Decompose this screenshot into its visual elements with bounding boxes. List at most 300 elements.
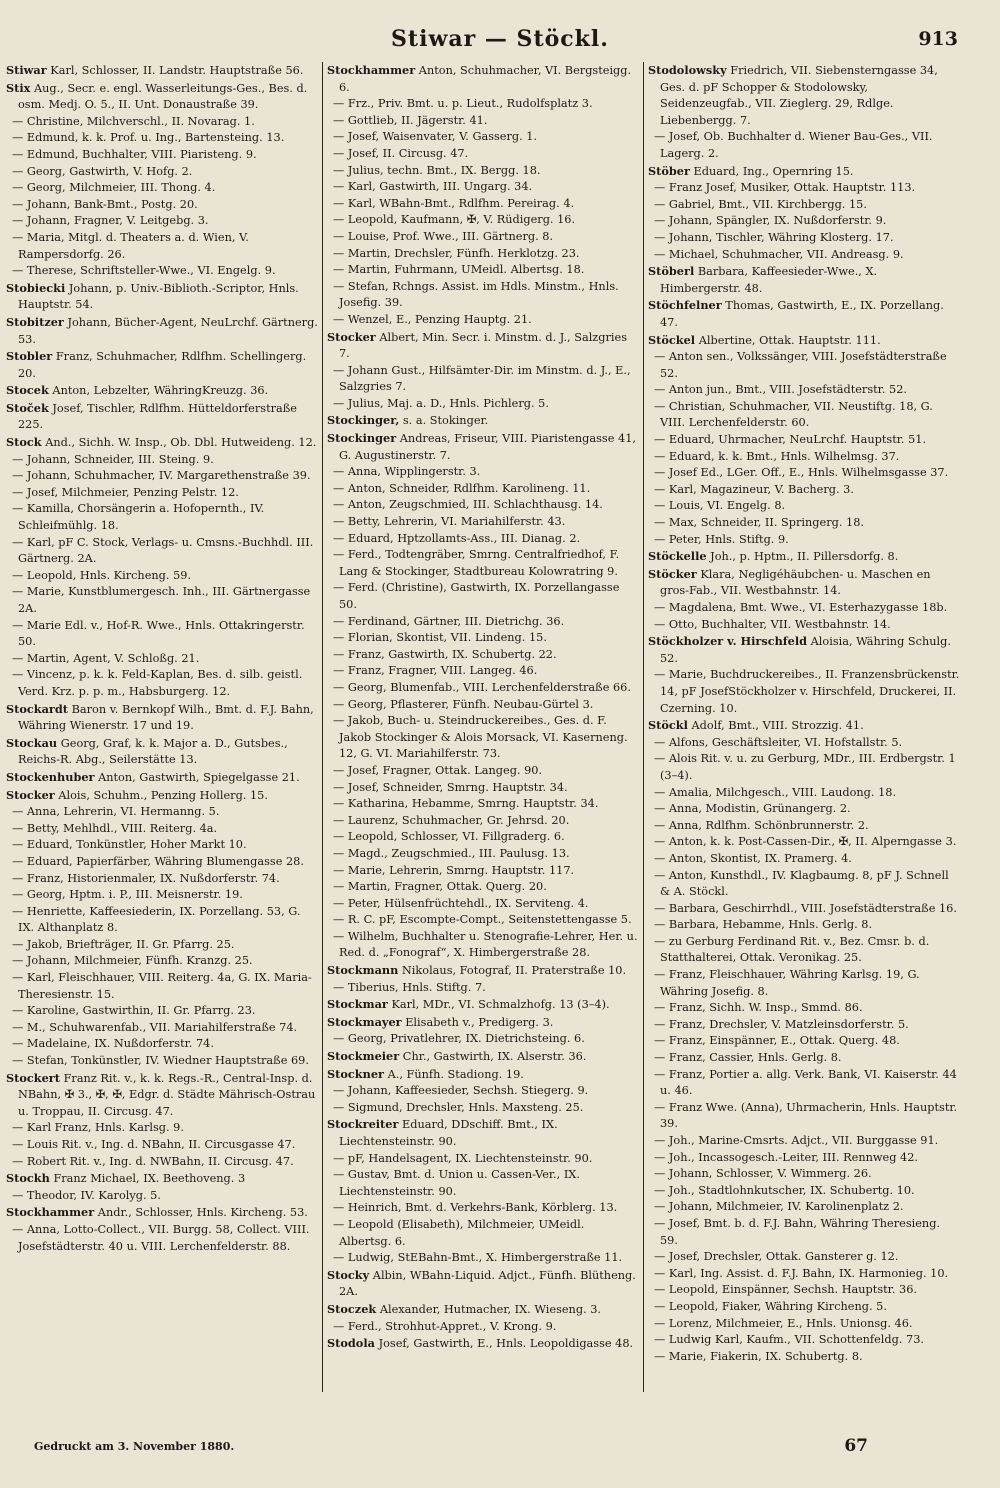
directory-entry <box>648 1150 960 1167</box>
directory-entry <box>6 452 318 469</box>
directory-entry <box>648 1282 960 1299</box>
directory-entry <box>648 1100 960 1133</box>
directory-entry <box>6 1120 318 1137</box>
directory-entry <box>648 180 960 197</box>
directory-entry <box>6 651 318 668</box>
entry-details: — Karl, Ing. Assist. d. F.J. Bahn, IX. Harmonieg. 10. <box>654 1266 949 1280</box>
entry-details: — Julius, Maj. a. D., Hnls. Pichlerg. 5. <box>333 396 549 410</box>
entry-details: — Wenzel, E., Penzing Hauptg. 21. <box>333 312 532 326</box>
entry-details: — Gabriel, Bmt., VII. Kirchbergg. 15. <box>654 197 867 211</box>
entry-details: — Marie, Kunstblumergesch. Inh., III. Gärtnergasse 2A. <box>12 585 311 615</box>
directory-entry <box>327 62 639 96</box>
directory-entry <box>327 929 639 962</box>
directory-entry <box>6 904 318 937</box>
directory-entry <box>648 197 960 214</box>
directory-entry <box>6 164 318 181</box>
entry-details: — M., Schuhwarenfab., VII. Mariahilferstraße 74. <box>12 1020 298 1034</box>
entry-details: Johann, Bücher-Agent, NeuLrchf. Gärtnerg. 53. <box>18 315 318 346</box>
entry-details: — Anton, Skontist, IX. Pramerg. 4. <box>654 851 852 865</box>
entry-details: — Franz, Portier a. allg. Verk. Bank, VI. Kaiserstr. 44 u. 46. <box>654 1067 957 1098</box>
directory-entry <box>327 1014 639 1032</box>
column-1 <box>6 62 318 1392</box>
entry-details: — Vincenz, p. k. k. Feld-Kaplan, Bes. d. silb. geistl. Verd. Krz. p. p. m., Habsburgerg. 12. <box>12 668 303 698</box>
entry-details: Andr., Schlosser, Hnls. Kircheng. 53. <box>97 1206 308 1220</box>
entry-details: Adolf, Bmt., VIII. Strozzig. 41. <box>691 719 864 733</box>
entry-details: — Leopold, Einspänner, Sechsh. Hauptstr. 36. <box>654 1283 917 1297</box>
directory-entry <box>327 497 639 514</box>
directory-entry <box>6 937 318 954</box>
entry-details: — Betty, Mehlhdl., VIII. Reiterg. 4a. <box>12 821 218 835</box>
directory-entry <box>327 1048 639 1066</box>
entry-details: Aug., Secr. e. engl. Wasserleitungs-Ges., Bes. d. osm. Medj. O. 5., II. Unt. Donaustraße 39. <box>18 81 308 112</box>
entry-details: — Marie, Lehrerin, Smrng. Hauptstr. 117. <box>333 863 575 877</box>
directory-entry <box>6 400 318 434</box>
directory-entry <box>648 834 960 851</box>
directory-entry <box>6 1053 318 1070</box>
entry-details: — Amalia, Milchgesch., VIII. Laudong. 18. <box>654 785 897 799</box>
entry-details: — Lorenz, Milchmeier, E., Hnls. Unionsg. 46. <box>654 1316 913 1330</box>
entry-surname: Stobiecki <box>6 280 66 295</box>
entry-details: — Johann Gust., Hilfsämter-Dir. im Minstm. d. J., E., Salzgries 7. <box>333 363 631 394</box>
entry-details: — Eduard, k. k. Bmt., Hnls. Wilhelmsg. 37. <box>654 449 900 463</box>
entry-details: — Karoline, Gastwirthin, II. Gr. Pfarrg. 23. <box>12 1004 256 1018</box>
directory-entry <box>648 532 960 549</box>
entry-details: A., Fünfh. Stadiong. 19. <box>387 1067 524 1081</box>
directory-entry <box>648 498 960 515</box>
entry-surname: Stockreiter <box>327 1117 399 1132</box>
entry-details: Franz, Schuhmacher, Rdlfhm. Schellingerg. 20. <box>18 350 307 380</box>
directory-entry <box>6 348 318 382</box>
entry-details: Chr., Gastwirth, IX. Alserstr. 36. <box>402 1050 587 1064</box>
directory-entry <box>6 1154 318 1171</box>
entry-surname: Stodola <box>327 1336 375 1351</box>
entry-details: Joh., p. Hptm., II. Pillersdorfg. 8. <box>710 550 899 564</box>
entry-details: — Eduard, Uhrmacher, NeuLrchf. Hauptstr. 51. <box>654 433 927 447</box>
directory-entry <box>6 735 318 769</box>
entry-details: Karl, MDr., VI. Schmalzhofg. 13 (3–4). <box>391 998 610 1012</box>
entry-details: — Betty, Lehrerin, VI. Mariahilferstr. 43. <box>333 515 566 529</box>
entry-details: Aloisia, Währing Schulg. 52. <box>660 635 951 665</box>
entry-surname: Stockh <box>6 1171 50 1186</box>
entry-details: Thomas, Gastwirth, E., IX. Porzellang. 47. <box>660 299 944 329</box>
directory-entry <box>648 297 960 331</box>
entry-details: — Martin, Drechsler, Fünfh. Herklotzg. 23. <box>333 246 580 260</box>
entry-details: Friedrich, VII. Siebensterngasse 34, Ges. d. pF Schopper & Stodolowsky, Seidenzeugfab., VII. Zieglerg. 29, Rdlge. Liebenbergg. 7. <box>660 64 938 127</box>
directory-entry <box>6 701 318 735</box>
entry-surname: Stocker <box>327 329 376 344</box>
page-number: 913 <box>918 28 958 50</box>
entry-surname: Stöckelle <box>648 549 707 564</box>
directory-entry <box>327 1267 639 1301</box>
directory-entry <box>327 146 639 163</box>
entry-details: — Franz, Fleischhauer, Währing Karlsg. 19, G. Währing Josefig. 8. <box>654 968 920 998</box>
directory-entry <box>327 630 639 647</box>
directory-entry <box>648 1299 960 1316</box>
entry-details: — Joh., Incassogesch.-Leiter, III. Rennweg 42. <box>654 1150 919 1164</box>
entry-details: Albertine, Ottak. Hauptstr. 111. <box>698 333 881 347</box>
directory-entry <box>327 1031 639 1048</box>
directory-entry <box>6 1070 318 1121</box>
directory-entry <box>327 229 639 246</box>
entry-details: — Leopold, Schlosser, VI. Fillgraderg. 6. <box>333 830 565 844</box>
entry-details: — Josef, Bmt. b. d. F.J. Bahn, Währing Theresieng. 59. <box>654 1216 941 1247</box>
entry-details: Elisabeth v., Predigerg. 3. <box>405 1015 554 1029</box>
directory-entry <box>6 314 318 348</box>
entry-details: — Josef, Milchmeier, Penzing Pelstr. 12. <box>12 485 239 499</box>
directory-entry <box>6 1036 318 1053</box>
entry-details: — Heinrich, Bmt. d. Verkehrs-Bank, Körblerg. 13. <box>333 1201 618 1215</box>
directory-entry <box>6 485 318 502</box>
entry-details: — Peter, Hnls. Stiftg. 9. <box>654 532 789 546</box>
entry-details: — Magdalena, Bmt. Wwe., VI. Esterhazygasse 18b. <box>654 601 948 614</box>
entry-details: Nikolaus, Fotograf, II. Praterstraße 10. <box>401 964 627 978</box>
entry-details: — zu Gerburg Ferdinand Rit. v., Bez. Cmsr. b. d. Statthalterei, Ottak. Veronikag. 25. <box>654 934 930 965</box>
directory-entry <box>648 566 960 600</box>
directory-entry <box>327 896 639 913</box>
directory-entry <box>327 113 639 130</box>
directory-entry <box>648 213 960 230</box>
directory-entry <box>648 600 960 617</box>
directory-entry <box>648 263 960 297</box>
directory-entry <box>6 230 318 263</box>
entry-surname: Stoczek <box>327 1301 377 1316</box>
directory-entry <box>327 163 639 180</box>
entry-surname: Stockhammer <box>327 63 416 77</box>
entry-surname: Stöberl <box>648 264 695 279</box>
entry-details: — Gustav, Bmt. d. Union u. Cassen-Ver., IX. Liechtensteinstr. 90. <box>333 1168 580 1198</box>
entry-details: — Ferd., Todtengräber, Smrng. Centralfriedhof, F. Lang & Stockinger, Stadtbureau Kolowratring 9. <box>333 548 620 578</box>
directory-entry <box>648 1349 960 1366</box>
directory-entry <box>327 531 639 548</box>
entry-details: — Johann, Schlosser, V. Wimmerg. 26. <box>654 1167 872 1181</box>
directory-entry <box>327 863 639 880</box>
directory-entry <box>648 230 960 247</box>
entry-surname: Stöckl <box>648 718 688 733</box>
entry-details: — Frz., Priv. Bmt. u. p. Lieut., Rudolfsplatz 3. <box>333 97 593 111</box>
entry-surname: Stockenhuber <box>6 769 95 784</box>
entry-details: — Franz, Drechsler, V. Matzleinsdorferstr. 5. <box>654 1017 909 1031</box>
entry-surname: Stockau <box>6 735 58 750</box>
entry-details: — Florian, Skontist, VII. Lindeng. 15. <box>333 631 547 645</box>
entry-details: Eduard, DDschiff. Bmt., IX. Liechtensteinstr. 90. <box>339 1118 558 1148</box>
entry-details: Alois, Schuhm., Penzing Hollerg. 15. <box>58 788 268 802</box>
column-divider <box>643 62 644 1392</box>
directory-entry <box>327 796 639 813</box>
directory-entry <box>327 780 639 797</box>
entry-details: — Karl, WBahn-Bmt., Rdlfhm. Pereirag. 4. <box>333 196 575 210</box>
entry-details: — Katharina, Hebamme, Smrng. Hauptstr. 34. <box>333 797 599 811</box>
directory-entry <box>6 501 318 534</box>
entry-surname: Stobitzer <box>6 314 64 329</box>
entry-details: — Eduard, Tonkünstler, Hoher Markt 10. <box>12 838 247 852</box>
entry-details: — Otto, Buchhalter, VII. Westbahnstr. 14. <box>654 617 891 631</box>
directory-entry <box>648 349 960 382</box>
directory-entry <box>327 663 639 680</box>
entry-details: — Anna, Wipplingerstr. 3. <box>333 465 481 479</box>
directory-entry <box>327 962 639 980</box>
directory-entry <box>327 813 639 830</box>
directory-entry <box>6 769 318 787</box>
entry-details: — Joh., Marine-Cmsrts. Adjct., VII. Burggasse 91. <box>654 1134 939 1147</box>
entry-details: — Josef, Waisenvater, V. Gasserg. 1. <box>333 130 538 144</box>
directory-entry <box>648 449 960 466</box>
directory-entry <box>6 1188 318 1205</box>
entry-details: Andreas, Friseur, VIII. Piaristengasse 41, G. Augustinerstr. 7. <box>339 432 636 462</box>
entry-surname: Stöber <box>648 163 690 178</box>
directory-entry <box>6 180 318 197</box>
entry-details: — Gottlieb, II. Jägerstr. 41. <box>333 113 488 127</box>
directory-entry <box>648 1017 960 1034</box>
directory-entry <box>648 851 960 868</box>
entry-details: — Jakob, Briefträger, II. Gr. Pfarrg. 25. <box>12 937 235 951</box>
entry-details: Karl, Schlosser, II. Landstr. Hauptstraße 56. <box>50 64 304 77</box>
entry-details: — Robert Rit. v., Ing. d. NWBahn, II. Circusg. 47. <box>12 1154 294 1168</box>
directory-entry <box>327 262 639 279</box>
directory-entry <box>648 1249 960 1266</box>
directory-entry <box>327 1116 639 1150</box>
directory-entry <box>327 179 639 196</box>
entry-details: — Therese, Schriftsteller-Wwe., VI. Engelg. 9. <box>12 264 276 278</box>
entry-details: — Josef, Fragner, Ottak. Langeg. 90. <box>333 763 543 777</box>
column-3 <box>648 62 960 1392</box>
entry-details: — Georg, Hptm. i. P., III. Meisnerstr. 19. <box>12 888 243 902</box>
directory-entry <box>648 934 960 967</box>
entry-details: — Franz Wwe. (Anna), Uhrmacherin, Hnls. Hauptstr. 39. <box>654 1100 958 1131</box>
entry-details: — Franz, Cassier, Hnls. Gerlg. 8. <box>654 1051 842 1065</box>
directory-entry <box>6 887 318 904</box>
entry-details: — Leopold (Elisabeth), Milchmeier, UMeidl. Albertsg. 6. <box>333 1217 585 1248</box>
entry-surname: Stockmeier <box>327 1049 400 1064</box>
directory-entry <box>327 1151 639 1168</box>
entry-details: — Franz Josef, Musiker, Ottak. Hauptstr. 113. <box>654 181 916 195</box>
column-divider <box>322 62 323 1392</box>
directory-entry <box>648 1133 960 1150</box>
entry-details: — Henriette, Kaffeesiederin, IX. Porzellang. 53, G. IX. Althanplatz 8. <box>12 904 301 935</box>
directory-entry <box>648 967 960 1000</box>
entry-details: — Johann, Fragner, V. Leitgebg. 3. <box>12 214 209 228</box>
entry-details: — Georg, Pflasterer, Fünfh. Neubau-Gürtel 3. <box>333 697 594 711</box>
directory-entry <box>648 667 960 717</box>
directory-entry <box>327 846 639 863</box>
directory-entry <box>6 197 318 214</box>
directory-entry <box>6 618 318 651</box>
directory-entry <box>648 1050 960 1067</box>
entry-details: — Barbara, Geschirrhdl., VIII. Josefstädterstraße 16. <box>654 901 957 915</box>
entry-surname: Stocker <box>6 787 55 802</box>
entry-surname: Stix <box>6 80 31 95</box>
directory-entry <box>327 829 639 846</box>
entry-details: — Louis Rit. v., Ing. d. NBahn, II. Circusgasse 47. <box>12 1138 296 1151</box>
entry-surname: Stöcker <box>648 566 697 581</box>
directory-entry <box>648 548 960 566</box>
entry-details: Johann, p. Univ.-Biblioth.-Scriptor, Hnls. Hauptstr. 54. <box>18 281 299 312</box>
entry-details: — Franz, Gastwirth, IX. Schubertg. 22. <box>333 647 557 661</box>
entry-details: — Leopold, Hnls. Kircheng. 59. <box>12 568 192 582</box>
entry-details: — Peter, Hülsenfrüchtehdl., IX. Serviteng. 4. <box>333 896 589 910</box>
entry-details: — Johann, Kaffeesieder, Sechsh. Stiegerg. 9. <box>333 1084 589 1098</box>
directory-entry <box>648 432 960 449</box>
entry-surname: Stöckholzer v. Hirschfeld <box>648 634 808 649</box>
directory-entry <box>6 837 318 854</box>
entry-surname: Stockmann <box>327 963 399 978</box>
entry-details: — pF, Handelsagent, IX. Liechtensteinstr. 90. <box>333 1151 593 1165</box>
directory-entry <box>6 80 318 114</box>
entry-details: — Marie, Buchdruckereibes., II. Franzensbrückenstr. 14, pF JosefStöckholzer v. Hirschfeld, Druckerei, II. Czerning. 10. <box>654 668 960 715</box>
entry-details: — Anton, Kunsthdl., IV. Klagbaumg. 8, pF J. Schnell & A. Stöckl. <box>654 868 949 899</box>
directory-entry <box>6 147 318 164</box>
entry-details: — Joh., Stadtlohnkutscher, IX. Schubertg. 10. <box>654 1183 915 1197</box>
directory-entry <box>6 568 318 585</box>
entry-details: — Christian, Schuhmacher, VII. Neustiftg. 18, G. VIII. Lerchenfelderstr. 60. <box>654 399 933 430</box>
directory-entry <box>6 130 318 147</box>
directory-entry <box>6 787 318 805</box>
directory-entry <box>648 1183 960 1200</box>
entry-details: — Karl, Magazineur, V. Bacherg. 3. <box>654 482 854 496</box>
entry-surname: Stöckel <box>648 332 696 347</box>
directory-entry <box>648 617 960 634</box>
directory-entry <box>648 62 960 129</box>
entry-details: — Maria, Mitgl. d. Theaters a. d. Wien, V. Rampersdorfg. 26. <box>12 230 249 261</box>
directory-entry <box>327 279 639 312</box>
directory-entry <box>648 1067 960 1100</box>
entry-details: — Georg, Gastwirth, V. Hofg. 2. <box>12 164 193 178</box>
directory-entry <box>648 818 960 835</box>
directory-entry <box>6 804 318 821</box>
directory-entry <box>327 763 639 780</box>
directory-entry <box>327 614 639 631</box>
entry-details: — Ferdinand, Gärtner, III. Dietrichg. 36. <box>333 614 565 628</box>
entry-surname: Stockmayer <box>327 1014 402 1029</box>
entry-details: — Christine, Milchverschl., II. Novarag. 1. <box>12 114 255 128</box>
entry-details: — R. C. pF, Escompte-Compt., Seitenstettengasse 5. <box>333 913 632 927</box>
entry-surname: Stobler <box>6 349 53 364</box>
entry-details: — Franz, Sichh. W. Insp., Smmd. 86. <box>654 1001 863 1015</box>
entry-details: — Laurenz, Schuhmacher, Gr. Jehrsd. 20. <box>333 813 570 827</box>
directory-entry <box>6 584 318 617</box>
directory-entry <box>327 647 639 664</box>
directory-entry <box>648 751 960 784</box>
directory-entry <box>6 1003 318 1020</box>
directory-entry <box>648 515 960 532</box>
directory-entry <box>6 434 318 452</box>
directory-entry <box>648 332 960 350</box>
directory-entry <box>327 547 639 580</box>
directory-entry <box>327 329 639 363</box>
entry-details: Albert, Min. Secr. i. Minstm. d. J., Salzgries 7. <box>339 330 627 361</box>
entry-details: — Georg, Privatlehrer, IX. Dietrichsteing. 6. <box>333 1032 585 1046</box>
entry-details: — Alfons, Geschäftsleiter, VI. Hofstallstr. 5. <box>654 735 903 749</box>
entry-surname: Stöchfelner <box>648 298 722 313</box>
directory-entry <box>6 953 318 970</box>
directory-entry <box>327 1066 639 1084</box>
entry-details: — Karl, Fleischhauer, VIII. Reiterg. 4a, G. IX. Maria-Theresienstr. 15. <box>12 971 312 1001</box>
directory-entry <box>6 1170 318 1188</box>
directory-entry <box>327 196 639 213</box>
directory-entry <box>648 1216 960 1249</box>
entry-details: — Michael, Schuhmacher, VII. Andreasg. 9. <box>654 247 904 261</box>
entry-details: — Madelaine, IX. Nußdorferstr. 74. <box>12 1037 214 1051</box>
entry-surname: Stoček <box>6 400 49 415</box>
entry-surname: Stocek <box>6 383 49 398</box>
directory-entry <box>648 1332 960 1349</box>
entry-surname: Stiwar <box>6 63 47 77</box>
entry-details: Albin, WBahn-Liquid. Adjct., Fünfh. Blütheng. 2A. <box>339 1268 636 1299</box>
entry-details: — Anna, Lotto-Collect., VII. Burgg. 58, Collect. VIII. Josefstädterstr. 40 u. VIII. Lerchenfelderstr. 88. <box>12 1222 310 1253</box>
directory-entry <box>648 247 960 264</box>
entry-surname: Stockinger, <box>327 413 400 428</box>
directory-entry <box>327 580 639 613</box>
entry-details: — Johann, Schuhmacher, IV. Margarethenstraße 39. <box>12 469 311 483</box>
directory-entry <box>327 980 639 997</box>
directory-entry <box>327 430 639 464</box>
directory-entry <box>327 514 639 531</box>
directory-entry <box>327 1200 639 1217</box>
entry-details: Barbara, Kaffeesieder-Wwe., X. Himbergerstr. 48. <box>660 265 878 295</box>
directory-entry <box>6 1204 318 1222</box>
directory-entry <box>327 212 639 229</box>
entry-details: — Georg, Milchmeier, III. Thong. 4. <box>12 181 216 195</box>
directory-entry <box>648 129 960 162</box>
directory-entry <box>648 901 960 918</box>
sheet-signature: 67 <box>844 1436 868 1456</box>
entry-details: — Marie Edl. v., Hof-R. Wwe., Hnls. Ottakringerstr. 50. <box>12 618 305 649</box>
directory-entry <box>327 1083 639 1100</box>
entry-details: — Anton, k. k. Post-Cassen-Dir., ✠, II. Alperngasse 3. <box>654 835 957 849</box>
directory-entry <box>648 1199 960 1216</box>
directory-entry <box>6 667 318 700</box>
directory-entry <box>327 481 639 498</box>
entry-surname: Stock <box>6 435 42 450</box>
column-2 <box>327 62 639 1392</box>
directory-entry <box>648 1166 960 1183</box>
entry-details: — Karl, pF C. Stock, Verlags- u. Cmsns.-Buchhdl. III. Gärtnerg. 2A. <box>12 535 314 566</box>
entry-details: — Julius, techn. Bmt., IX. Bergg. 18. <box>333 163 541 177</box>
entry-details: — Franz, Fragner, VIII. Langeg. 46. <box>333 664 538 678</box>
entry-details: — Josef, Schneider, Smrng. Hauptstr. 34. <box>333 780 568 794</box>
entry-details: — Franz, Historienmaler, IX. Nußdorferstr. 74. <box>12 871 280 885</box>
entry-surname: Stocky <box>327 1267 370 1282</box>
entry-details: — Max, Schneider, II. Springerg. 18. <box>654 516 864 530</box>
entry-details: — Martin, Fuhrmann, UMeidl. Albertsg. 18. <box>333 263 585 277</box>
directory-entry <box>327 912 639 929</box>
directory-entry <box>327 1100 639 1117</box>
entry-details: — Ludwig Karl, Kaufm., VII. Schottenfeldg. 73. <box>654 1333 925 1347</box>
entry-details: — Anton sen., Volkssänger, VIII. Josefstädterstraße 52. <box>654 350 947 380</box>
entry-details: — Anna, Lehrerin, VI. Hermanng. 5. <box>12 805 220 819</box>
directory-entry <box>648 785 960 802</box>
entry-details: — Franz, Einspänner, E., Ottak. Querg. 48. <box>654 1034 900 1048</box>
entry-details: — Johann, Tischler, Währing Klosterg. 17. <box>654 230 894 244</box>
directory-entry <box>648 717 960 735</box>
directory-entry <box>648 1033 960 1050</box>
entry-details: — Anton, Schneider, Rdlfhm. Karolineng. 11. <box>333 481 591 495</box>
directory-entry <box>6 213 318 230</box>
entry-details: — Ferd. (Christine), Gastwirth, IX. Porzellangasse 50. <box>333 581 620 611</box>
entry-details: — Johann, Bank-Bmt., Postg. 20. <box>12 197 198 211</box>
directory-entry <box>6 821 318 838</box>
entry-details: — Karl Franz, Hnls. Karlsg. 9. <box>12 1121 184 1135</box>
entry-details: — Josef, II. Circusg. 47. <box>333 146 469 160</box>
directory-entry <box>327 412 639 430</box>
directory-entry <box>648 868 960 901</box>
directory-entry <box>6 1137 318 1154</box>
entries-area <box>6 62 960 1392</box>
entry-details: — Theodor, IV. Karolyg. 5. <box>12 1188 161 1202</box>
directory-entry <box>648 399 960 432</box>
entry-surname: Stockmar <box>327 997 388 1012</box>
directory-entry <box>327 1335 639 1353</box>
directory-entry <box>327 312 639 329</box>
